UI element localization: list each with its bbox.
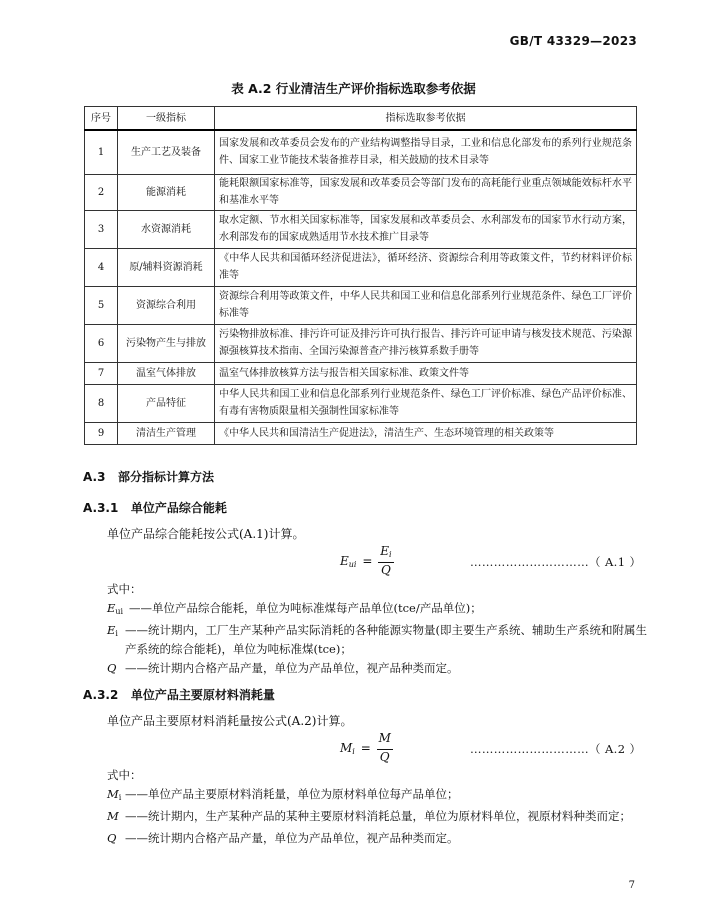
row-indicator: 温室气体排放 bbox=[118, 362, 215, 384]
row-indicator: 水资源消耗 bbox=[118, 210, 215, 248]
definition-item bbox=[107, 829, 647, 851]
row-number: 1 bbox=[85, 130, 118, 174]
table-row bbox=[85, 324, 637, 362]
definition-text: ——统计期内合格产品产量，单位为产品单位，视产品种类而定。 bbox=[125, 661, 459, 675]
definition-symbol: M bbox=[107, 809, 119, 823]
row-basis: 资源综合利用等政策文件，中华人民共和国工业和信息化部系列行业规范条件、绿色工厂评价标准等 bbox=[215, 286, 637, 324]
section-a3-heading bbox=[83, 468, 214, 485]
fraction-denominator: Q bbox=[380, 563, 391, 577]
definition-item bbox=[107, 807, 647, 829]
definition-symbol: $M_i$ bbox=[107, 787, 122, 802]
definition-item bbox=[107, 621, 647, 659]
fraction-numerator: M bbox=[377, 731, 393, 750]
section-a31-intro: 单位产品综合能耗按公式(A.1)计算。 bbox=[107, 527, 305, 541]
row-indicator: 能源消耗 bbox=[118, 174, 215, 210]
where-label: 式中： bbox=[107, 768, 142, 782]
equation-number-a1: …………………………（ A.1 ） bbox=[470, 555, 642, 569]
table-caption: 表 A.2 行业清洁生产评价指标选取参考依据 bbox=[231, 81, 476, 96]
row-indicator: 资源综合利用 bbox=[118, 286, 215, 324]
section-number: A.3.1 bbox=[83, 501, 119, 515]
definition-list bbox=[107, 599, 647, 681]
definition-symbol: Q bbox=[107, 661, 117, 675]
section-a32-intro: 单位产品主要原材料消耗量按公式(A.2)计算。 bbox=[107, 714, 353, 728]
section-title: 单位产品综合能耗 bbox=[130, 501, 227, 515]
formula-fraction bbox=[377, 731, 393, 765]
row-basis: 污染物排放标准、排污许可证及排污许可执行报告、排污许可证申请与核发技术规范、污染源源强核算技术指南、全国污染源普查产排污核算系数手册等 bbox=[215, 324, 637, 362]
row-number: 8 bbox=[85, 384, 118, 422]
definition-symbol: $E_i$ bbox=[107, 623, 118, 638]
definition-symbol: Q bbox=[107, 831, 117, 845]
row-number: 5 bbox=[85, 286, 118, 324]
row-number: 4 bbox=[85, 248, 118, 286]
section-a31-heading bbox=[83, 499, 227, 516]
reference-table bbox=[84, 106, 637, 445]
table-row bbox=[85, 174, 637, 210]
row-basis: 《中华人民共和国清洁生产促进法》，清洁生产、生态环境管理的相关政策等 bbox=[215, 422, 637, 444]
where-label: 式中： bbox=[107, 582, 142, 596]
equals-sign: = bbox=[360, 740, 371, 755]
page-number: 7 bbox=[628, 880, 635, 891]
fraction-numerator: $E_i$ bbox=[378, 544, 393, 563]
formula-lhs: $M_i$ bbox=[340, 740, 355, 756]
definition-text: ——统计期内合格产品产量，单位为产品单位，视产品种类而定。 bbox=[125, 831, 459, 845]
row-number: 7 bbox=[85, 362, 118, 384]
row-number: 9 bbox=[85, 422, 118, 444]
table-row bbox=[85, 130, 637, 174]
section-number: A.3.2 bbox=[83, 688, 119, 702]
row-basis: 能耗限额国家标准等，国家发展和改革委员会等部门发布的高耗能行业重点领域能效标杆水平和基准水平等 bbox=[215, 174, 637, 210]
definition-text: ——统计期内，工厂生产某种产品实际消耗的各种能源实物量(即主要生产系统、辅助生产系统和附属生产系统的综合能耗)，单位为吨标准煤(tce)； bbox=[125, 623, 647, 656]
section-number: A.3 bbox=[83, 470, 106, 484]
definition-text: ——统计期内，生产某种产品的某种主要原材料消耗总量，单位为原材料单位，视原材料种类而定； bbox=[125, 809, 631, 823]
formula-a1 bbox=[340, 544, 394, 578]
row-basis: 中华人民共和国工业和信息化部系列行业规范条件、绿色工厂评价标准、绿色产品评价标准、有毒有害物质限量相关强制性国家标准等 bbox=[215, 384, 637, 422]
equals-sign: = bbox=[362, 553, 373, 568]
definition-item bbox=[107, 659, 647, 681]
row-basis: 温室气体排放核算方法与报告相关国家标准、政策文件等 bbox=[215, 362, 637, 384]
definition-item bbox=[107, 785, 647, 807]
definition-symbol: $E_{ui}$ bbox=[107, 601, 124, 616]
formula-fraction bbox=[378, 544, 393, 578]
table-row bbox=[85, 384, 637, 422]
column-header-indicator: 一级指标 bbox=[118, 107, 215, 131]
row-basis: 国家发展和改革委员会发布的产业结构调整指导目录，工业和信息化部发布的系列行业规范条件、国家工业节能技术装备推荐目录，相关鼓励的技术目录等 bbox=[215, 130, 637, 174]
definition-item bbox=[107, 599, 647, 621]
definition-list bbox=[107, 785, 647, 851]
column-header-no: 序号 bbox=[85, 107, 118, 131]
formula-lhs: $E_{ui}$ bbox=[340, 553, 357, 569]
table-row bbox=[85, 362, 637, 384]
fraction-denominator: Q bbox=[379, 750, 390, 764]
definition-text: ——单位产品主要原材料消耗量，单位为原材料单位每产品单位； bbox=[125, 787, 459, 801]
row-indicator: 产品特征 bbox=[118, 384, 215, 422]
table-row bbox=[85, 422, 637, 444]
section-title: 单位产品主要原材料消耗量 bbox=[130, 688, 275, 702]
row-indicator: 原/辅料资源消耗 bbox=[118, 248, 215, 286]
equation-number-a2: …………………………（ A.2 ） bbox=[470, 742, 642, 756]
table-row bbox=[85, 286, 637, 324]
row-basis: 《中华人民共和国循环经济促进法》，循环经济、资源综合利用等政策文件，节约材料评价标准等 bbox=[215, 248, 637, 286]
section-a32-heading bbox=[83, 686, 275, 703]
row-number: 2 bbox=[85, 174, 118, 210]
row-indicator: 生产工艺及装备 bbox=[118, 130, 215, 174]
standard-number: GB/T 43329—2023 bbox=[509, 34, 637, 48]
row-indicator: 清洁生产管理 bbox=[118, 422, 215, 444]
table-header-row bbox=[85, 107, 637, 131]
definition-text: ——单位产品综合能耗，单位为吨标准煤每产品单位(tce/产品单位)； bbox=[129, 601, 482, 615]
row-number: 6 bbox=[85, 324, 118, 362]
table-row bbox=[85, 248, 637, 286]
formula-a2 bbox=[340, 731, 393, 765]
column-header-basis: 指标选取参考依据 bbox=[215, 107, 637, 131]
row-basis: 取水定额、节水相关国家标准等，国家发展和改革委员会、水利部发布的国家节水行动方案，水利部发布的国家成熟适用节水技术推广目录等 bbox=[215, 210, 637, 248]
table-row bbox=[85, 210, 637, 248]
section-title: 部分指标计算方法 bbox=[117, 470, 214, 484]
row-number: 3 bbox=[85, 210, 118, 248]
row-indicator: 污染物产生与排放 bbox=[118, 324, 215, 362]
